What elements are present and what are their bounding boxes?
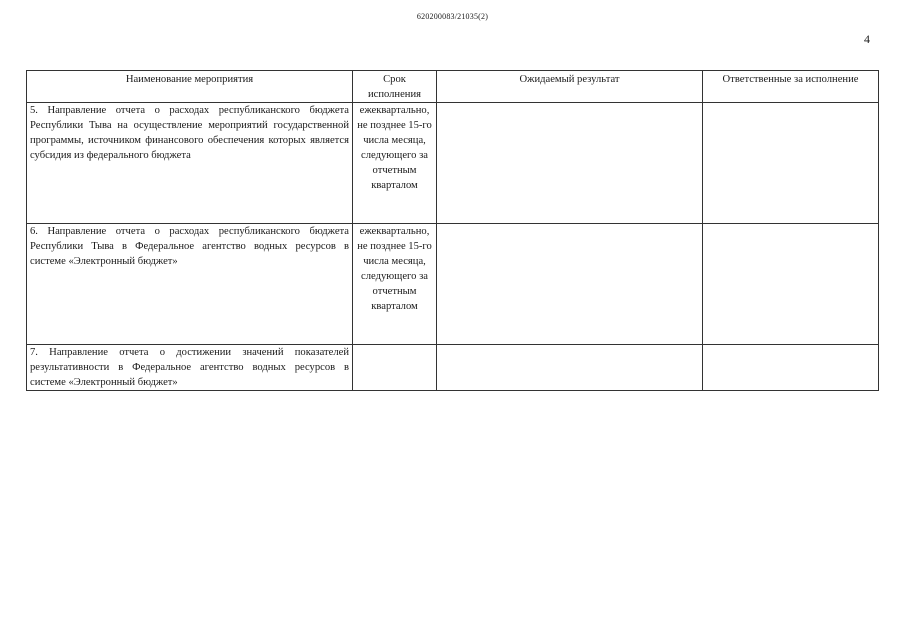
responsible-cell: [703, 345, 879, 391]
deadline-cell: [353, 345, 437, 391]
column-header-name: Наименование мероприятия: [27, 71, 353, 103]
deadline-cell: ежеквартально, не позднее 15-го числа месяца, следующего за отчетным кварталом: [353, 103, 437, 224]
responsible-cell: [703, 224, 879, 345]
column-header-responsible: Ответственные за исполнение: [703, 71, 879, 103]
document-code: 620200083/21035(2): [416, 12, 489, 21]
expected-result-cell: [437, 224, 703, 345]
column-header-result: Ожидаемый результат: [437, 71, 703, 103]
deadline-cell: ежеквартально, не позднее 15-го числа месяца, следующего за отчетным кварталом: [353, 224, 437, 345]
table-header-row: [27, 71, 879, 103]
activities-table: [26, 70, 879, 391]
activity-name-cell: 5. Направление отчета о расходах республиканского бюджета Республики Тыва на осуществление мероприятий государственной программы, источником финансового обеспечения которых является субсидия из федерального бюджета: [27, 103, 353, 224]
expected-result-cell: [437, 103, 703, 224]
column-header-term: Срок исполнения: [353, 71, 437, 103]
table-row: [27, 345, 879, 391]
expected-result-cell: [437, 345, 703, 391]
activity-name-cell: 6. Направление отчета о расходах республиканского бюджета Республики Тыва в Федеральное агентство водных ресурсов в системе «Электронный бюджет»: [27, 224, 353, 345]
activity-name-cell: 7. Направление отчета о достижении значений показателей результативности в Федеральное агентство водных ресурсов в системе «Электронный бюджет»: [27, 345, 353, 391]
page-number: 4: [864, 32, 870, 46]
table-row: [27, 224, 879, 345]
table-row: [27, 103, 879, 224]
responsible-cell: [703, 103, 879, 224]
